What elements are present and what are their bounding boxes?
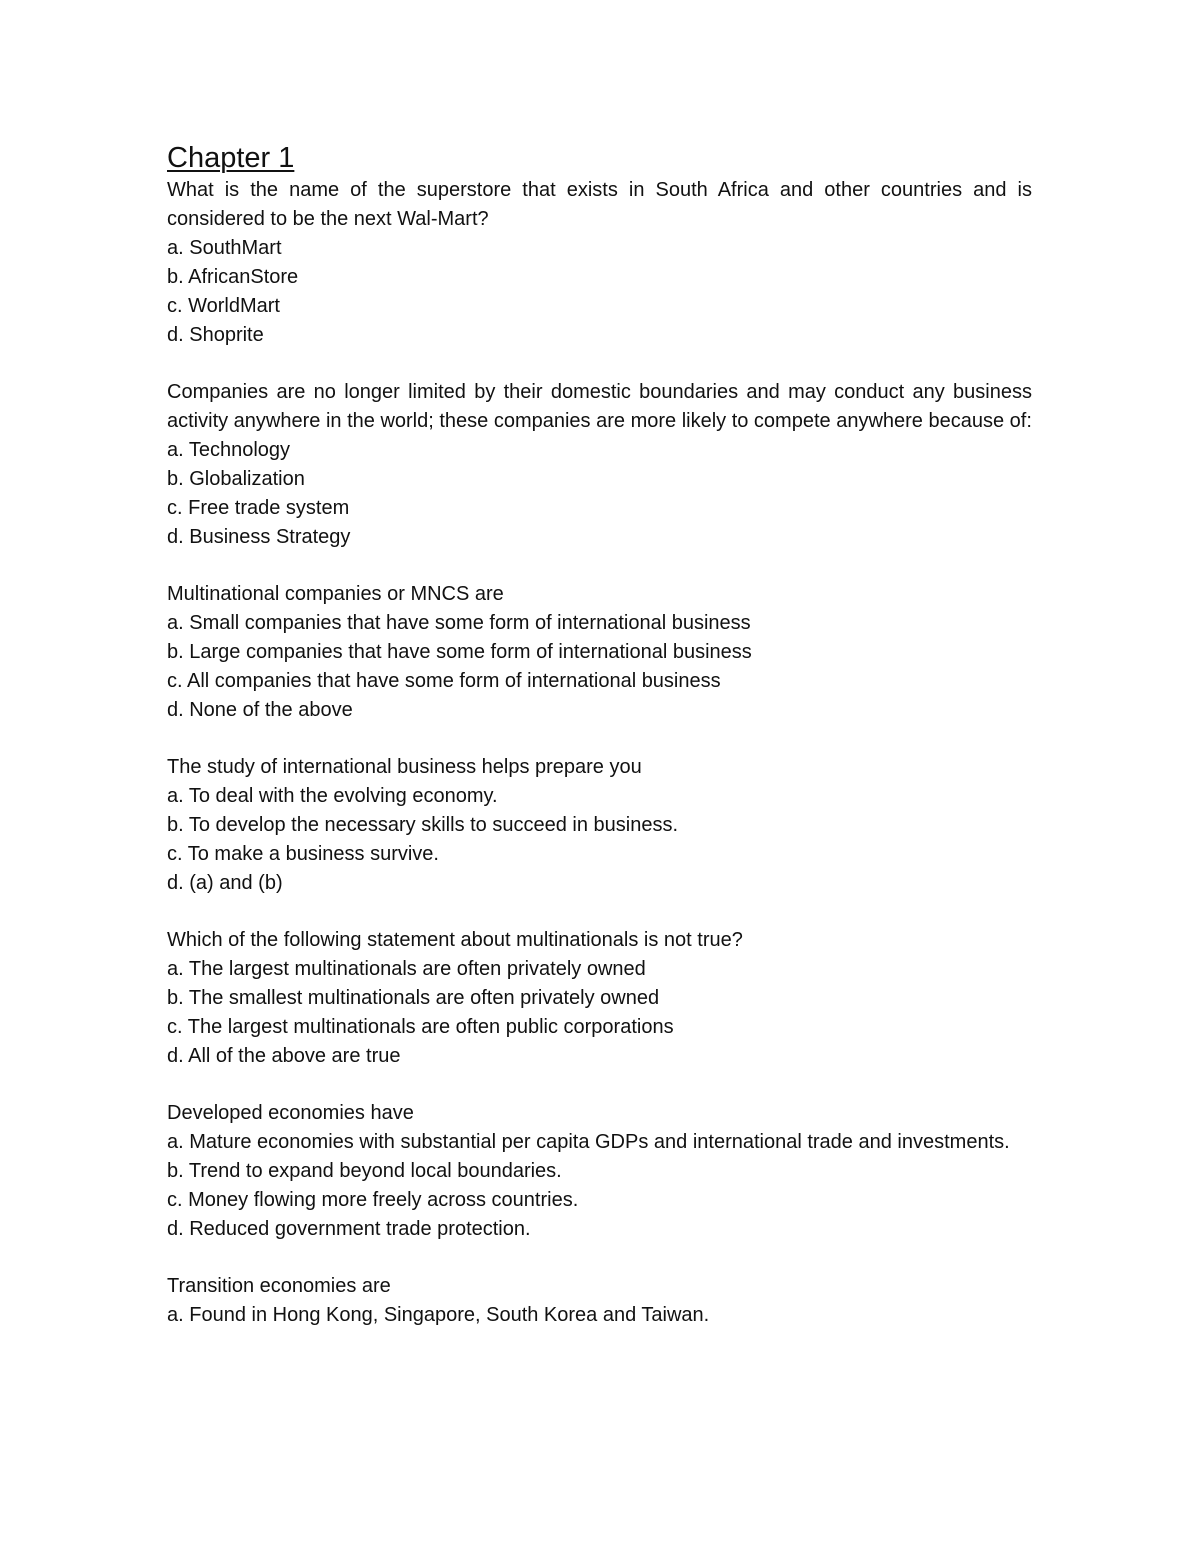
option-d: d. All of the above are true xyxy=(167,1045,401,1067)
option-c: c. The largest multinationals are often public corporations xyxy=(167,1016,674,1038)
option-list xyxy=(167,955,1032,1071)
option-d: d. Reduced government trade protection. xyxy=(167,1218,531,1240)
option-b: b. Large companies that have some form of international business xyxy=(167,641,752,663)
option-b: b. To develop the necessary skills to succeed in business. xyxy=(167,814,679,836)
question-6 xyxy=(167,1099,1032,1244)
question-text: Transition economies are xyxy=(167,1275,391,1297)
spacer xyxy=(167,1071,1032,1099)
option-b: b. The smallest multinationals are often privately owned xyxy=(167,987,660,1009)
option-d: d. Business Strategy xyxy=(167,526,351,548)
question-text: Which of the following statement about multinationals is not true? xyxy=(167,929,743,951)
option-a: a. Technology xyxy=(167,439,291,461)
spacer xyxy=(167,552,1032,580)
question-text: Developed economies have xyxy=(167,1102,414,1124)
spacer xyxy=(167,725,1032,753)
option-a: a. SouthMart xyxy=(167,237,282,259)
option-list xyxy=(167,782,1032,898)
document-page xyxy=(167,140,1032,1330)
question-text: What is the name of the superstore that exists in South Africa and other countries and is considered to be the next Wal-Mart? xyxy=(167,179,1032,230)
question-5 xyxy=(167,926,1032,1071)
option-a: a. Found in Hong Kong, Singapore, South Korea and Taiwan. xyxy=(167,1304,710,1326)
question-text: Companies are no longer limited by their domestic boundaries and may conduct any business activity anywhere in the world; these companies are more likely to compete anywhere because of: xyxy=(167,381,1032,432)
spacer xyxy=(167,898,1032,926)
option-b: b. Globalization xyxy=(167,468,305,490)
question-4 xyxy=(167,753,1032,898)
option-c: c. WorldMart xyxy=(167,295,280,317)
option-list xyxy=(167,1301,1032,1330)
option-b: b. AfricanStore xyxy=(167,266,299,288)
chapter-title: Chapter 1 xyxy=(167,142,295,174)
question-text: Multinational companies or MNCS are xyxy=(167,583,504,605)
option-list xyxy=(167,609,1032,725)
option-a: a. To deal with the evolving economy. xyxy=(167,785,498,807)
option-c: c. Free trade system xyxy=(167,497,350,519)
spacer xyxy=(167,350,1032,378)
option-list xyxy=(167,234,1032,350)
question-7 xyxy=(167,1272,1032,1330)
question-text: The study of international business helps prepare you xyxy=(167,756,642,778)
option-d: d. None of the above xyxy=(167,699,353,721)
question-1 xyxy=(167,176,1032,350)
question-3 xyxy=(167,580,1032,725)
option-a: a. Mature economies with substantial per capita GDPs and international trade and investments. xyxy=(167,1131,1010,1153)
option-c: c. All companies that have some form of international business xyxy=(167,670,721,692)
question-2 xyxy=(167,378,1032,552)
spacer xyxy=(167,1244,1032,1272)
option-list xyxy=(167,1128,1032,1244)
option-a: a. The largest multinationals are often privately owned xyxy=(167,958,646,980)
option-c: c. To make a business survive. xyxy=(167,843,439,865)
option-d: d. Shoprite xyxy=(167,324,264,346)
option-c: c. Money flowing more freely across countries. xyxy=(167,1189,579,1211)
option-list xyxy=(167,436,1032,552)
option-b: b. Trend to expand beyond local boundaries. xyxy=(167,1160,562,1182)
option-d: d. (a) and (b) xyxy=(167,872,283,894)
option-a: a. Small companies that have some form of international business xyxy=(167,612,751,634)
